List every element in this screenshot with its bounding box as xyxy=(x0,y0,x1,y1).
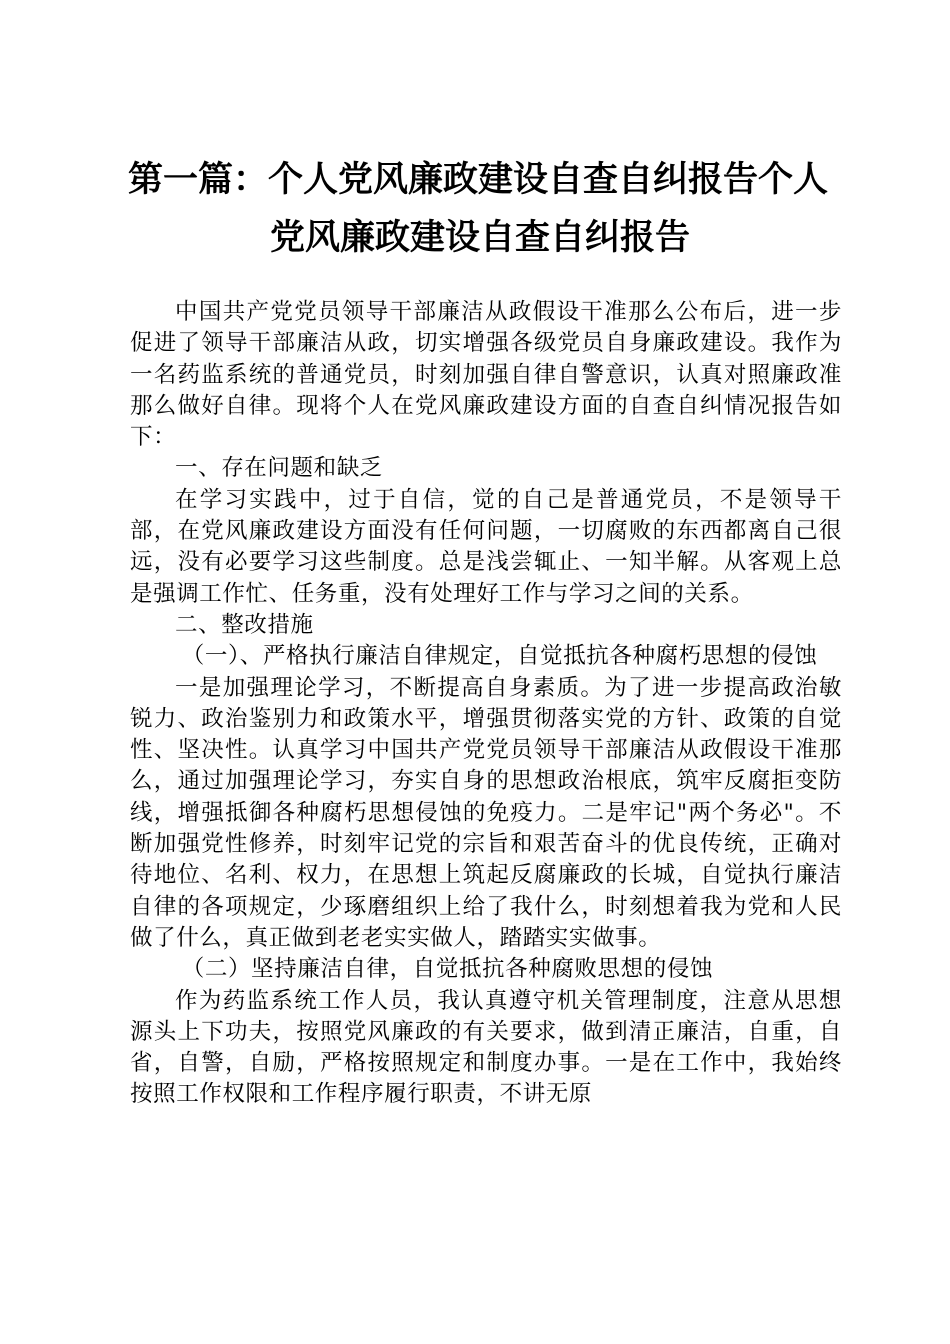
document-title-line-1: 第一篇：个人党风廉政建设自查自纠报告个人 xyxy=(128,160,829,200)
section-heading-problems: 一、存在问题和缺乏 xyxy=(175,455,383,482)
subsection-heading-2: （二）坚持廉洁自律，自觉抵抗各种腐败思想的侵蚀 xyxy=(181,956,714,983)
paragraph-problems: 在学习实践中，过于自信，觉的自己是普通党员，不是领导干部，在党风廉政建设方面没有任何问题，一切腐败的东西都离自己很远，没有必要学习这些制度。总是浅尝辄止、一知半解。从客观上总是强调工作忙、任务重，没有处理好工作与学习之间的关系。 xyxy=(130,486,842,607)
document-body xyxy=(130,297,842,1111)
subsection-heading-1: （一）、严格执行廉洁自律规定，自觉抵抗各种腐朽思想的侵蚀 xyxy=(181,643,818,670)
document-title-line-2: 党风廉政建设自查自纠报告 xyxy=(270,218,691,258)
paragraph-intro: 中国共产党党员领导干部廉洁从政假设干准那么公布后，进一步促进了领导干部廉洁从政，切实增强各级党员自身廉政建设。我作为一名药监系统的普通党员，时刻加强自律自警意识，认真对照廉政准那么做好自律。现将个人在党风廉政建设方面的自查自纠情况报告如下： xyxy=(130,299,842,451)
paragraph-measure-1: 一是加强理论学习，不断提高自身素质。为了进一步提高政治敏锐力、政治鉴别力和政策水平，增强贯彻落实党的方针、政策的自觉性、坚决性。认真学习中国共产党党员领导干部廉洁从政假设干准那么，通过加强理论学习，夯实自身的思想政治根底，筑牢反腐拒变防线，增强抵御各种腐朽思想侵蚀的免疫力。二是牢记"两个务必"。不断加强党性修养，时刻牢记党的宗旨和艰苦奋斗的优良传统，正确对待地位、名利、权力，在思想上筑起反腐廉政的长城，自觉执行廉洁自律的各项规定，少琢磨组织上给了我什么，时刻想着我为党和人民做了什么，真正做到老老实实做人，踏踏实实做事。 xyxy=(130,674,842,951)
paragraph-measure-2: 作为药监系统工作人员，我认真遵守机关管理制度，注意从思想源头上下功夫，按照党风廉政的有关要求，做到清正廉洁，自重，自省，自警，自励，严格按照规定和制度办事。一是在工作中，我始终按照工作权限和工作程序履行职责，不讲无原 xyxy=(130,987,842,1108)
section-heading-measures: 二、整改措施 xyxy=(175,611,314,638)
